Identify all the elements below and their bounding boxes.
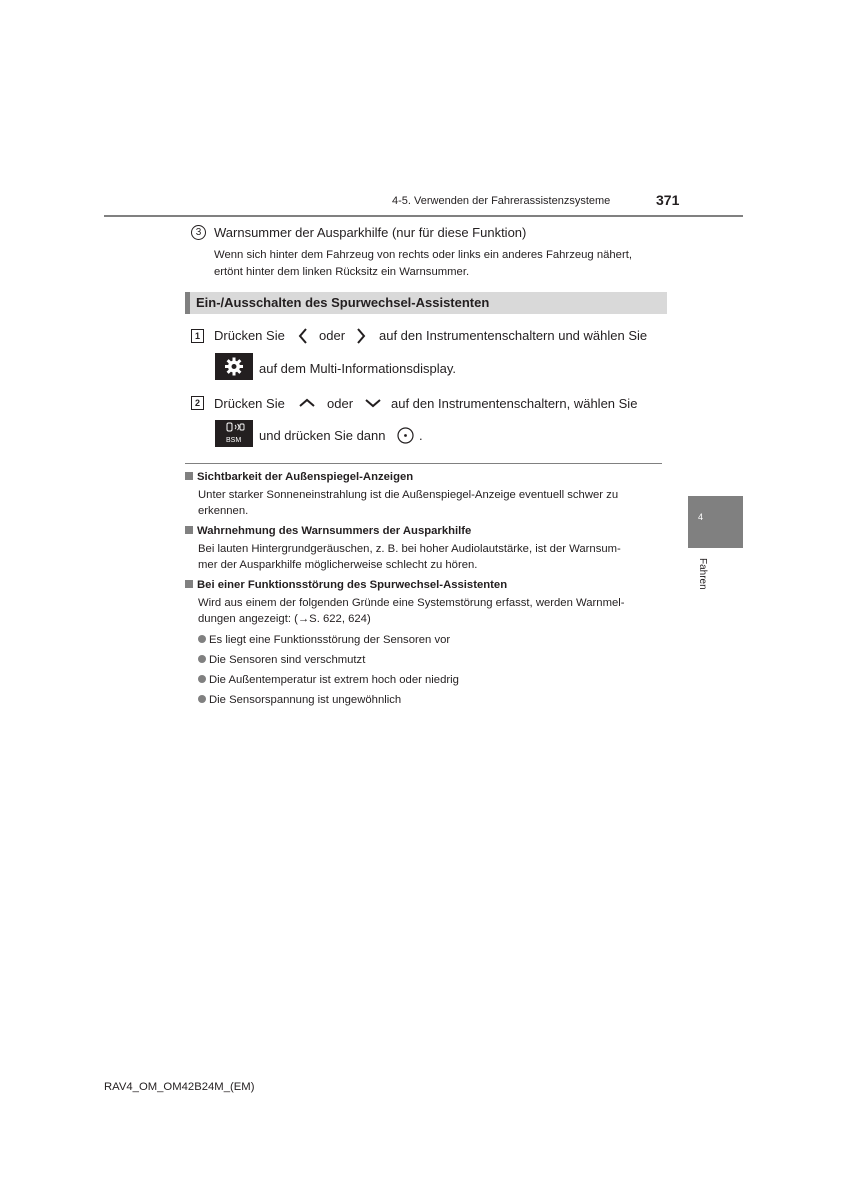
- note-title: Sichtbarkeit der Außenspiegel-Anzeigen: [197, 471, 414, 483]
- bullet-text: Es liegt eine Funktionsstörung der Sensoren vor: [209, 634, 451, 646]
- round-bullet-icon: [198, 635, 206, 643]
- header-rule: [104, 215, 743, 217]
- note-heading: [185, 471, 413, 483]
- bullet-text: Die Außentemperatur ist extrem hoch oder niedrig: [209, 674, 459, 686]
- step-text: auf dem Multi-Informationsdisplay.: [259, 361, 457, 376]
- footer-code: RAV4_OM_OM42B24M_(EM): [104, 1081, 255, 1093]
- note-text-line: dungen angezeigt: (→S. 622, 624): [198, 613, 371, 625]
- settings-display-icon: [215, 353, 253, 380]
- ok-button-icon: [397, 427, 414, 444]
- bsm-label: BSM: [226, 437, 242, 444]
- step-number: 2: [191, 396, 204, 410]
- car-sensor-icon: [215, 420, 253, 447]
- round-bullet-icon: [198, 655, 206, 663]
- note-title: Bei einer Funktionsstörung des Spurwechsel-Assistenten: [197, 579, 508, 591]
- step-text: Drücken Sie: [214, 396, 285, 411]
- note-text-line: erkennen.: [198, 505, 249, 517]
- chevron-left-icon: [298, 328, 308, 344]
- chevron-down-icon: [364, 398, 382, 408]
- note-heading: [185, 579, 507, 591]
- note-heading: [185, 525, 471, 537]
- square-bullet-icon: [185, 472, 193, 480]
- chapter-number: 4: [698, 512, 704, 522]
- chapter-label: Fahren: [697, 558, 708, 590]
- section-heading: [185, 292, 667, 314]
- chapter-tab[interactable]: [688, 496, 743, 548]
- list-item: [198, 652, 365, 669]
- list-item: [198, 692, 401, 709]
- step-text: oder: [327, 396, 354, 411]
- item-marker: 3: [191, 225, 206, 240]
- step-text: .: [419, 428, 423, 443]
- step-text: oder: [319, 328, 346, 343]
- bullet-text: Die Sensoren sind verschmutzt: [209, 654, 366, 666]
- list-item: [198, 672, 459, 689]
- square-bullet-icon: [185, 526, 193, 534]
- step-text: auf den Instrumentenschaltern, wählen Sie: [391, 396, 638, 411]
- section-title: Ein-/Ausschalten des Spurwechsel-Assistenten: [196, 295, 490, 310]
- item-title: Warnsummer der Ausparkhilfe (nur für diese Funktion): [214, 225, 527, 240]
- note-title: Wahrnehmung des Warnsummers der Ausparkhilfe: [197, 525, 472, 537]
- step-number: 1: [191, 329, 204, 343]
- note-text-line: Bei lauten Hintergrundgeräuschen, z. B. bei hoher Audiolautstärke, ist der Warnsum-: [198, 543, 621, 555]
- chevron-right-icon: [356, 328, 366, 344]
- step-text: und drücken Sie dann: [259, 428, 386, 443]
- item-text-line: Wenn sich hinter dem Fahrzeug von rechts oder links ein anderes Fahrzeug nähert,: [214, 249, 633, 261]
- step-text: Drücken Sie: [214, 328, 285, 343]
- square-bullet-icon: [185, 580, 193, 588]
- page-number: 371: [656, 192, 680, 208]
- item-text-line: ertönt hinter dem linken Rücksitz ein Warnsummer.: [214, 266, 470, 278]
- bsm-display-icon: [215, 420, 253, 447]
- step-text: auf den Instrumentenschaltern und wählen Sie: [379, 328, 648, 343]
- note-text-line: Wird aus einem der folgenden Gründe eine Systemstörung erfasst, werden Warnmel-: [198, 597, 625, 609]
- list-item: [198, 632, 450, 649]
- gear-icon: [215, 353, 253, 380]
- bullet-text: Die Sensorspannung ist ungewöhnlich: [209, 694, 402, 706]
- header-section-title: 4-5. Verwenden der Fahrerassistenzsysteme: [392, 195, 611, 207]
- notes-rule: [185, 463, 662, 464]
- round-bullet-icon: [198, 675, 206, 683]
- note-text-line: mer der Ausparkhilfe möglicherweise schlecht zu hören.: [198, 559, 478, 571]
- chevron-up-icon: [298, 398, 316, 408]
- note-text-line: Unter starker Sonneneinstrahlung ist die Außenspiegel-Anzeige eventuell schwer zu: [198, 489, 619, 501]
- round-bullet-icon: [198, 695, 206, 703]
